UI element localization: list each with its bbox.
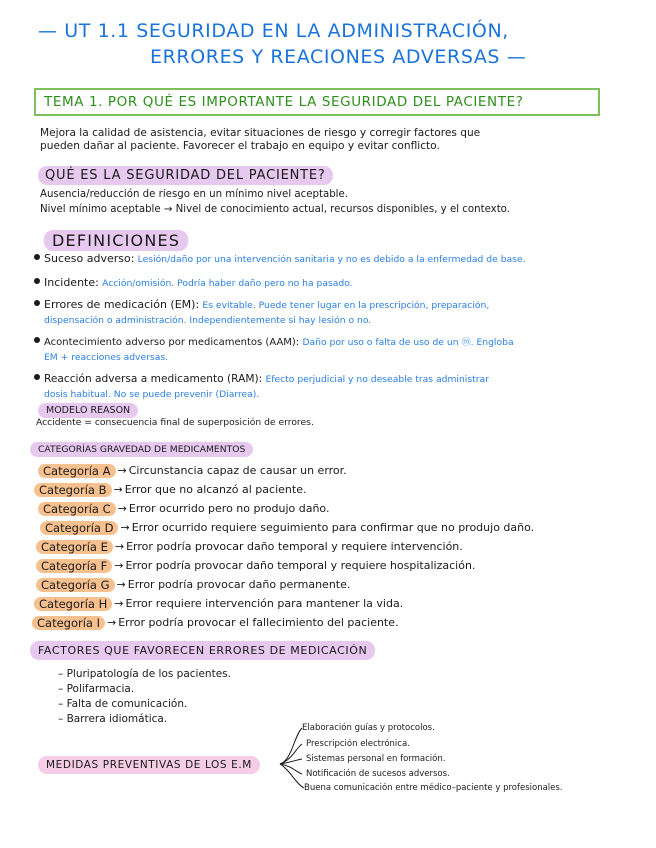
medidas-heading: MEDIDAS PREVENTIVAS DE LOS E.M bbox=[38, 756, 260, 774]
categoria-label: Categoría A bbox=[38, 464, 116, 478]
arrow-icon: → bbox=[117, 502, 127, 515]
categoria-row bbox=[34, 480, 534, 499]
arrow-icon: → bbox=[114, 540, 125, 553]
page-title-line-2: ERRORES Y REACIONES ADVERSAS — bbox=[150, 46, 527, 68]
factores-heading: FACTORES QUE FAVORECEN ERRORES DE MEDICACIÓN bbox=[30, 641, 375, 660]
categoria-label: Categoría B bbox=[34, 483, 112, 497]
definiciones-heading: DEFINICIONES bbox=[44, 230, 188, 251]
categoria-text: Error ocurrido requiere seguimiento para confirmar que no produjo daño. bbox=[131, 521, 535, 534]
arrow-icon: → bbox=[114, 559, 124, 572]
factor-item: – Barrera idiomática. bbox=[58, 713, 168, 725]
bullet-icon bbox=[34, 337, 40, 343]
categoria-label: Categoría F bbox=[36, 559, 112, 573]
intro-line-1: Mejora la calidad de asistencia, evitar situaciones de riesgo y corregir factores que bbox=[40, 127, 481, 139]
intro-line-2: pueden dañar al paciente. Favorecer el trabajo en equipo y evitar conflicto. bbox=[40, 140, 440, 152]
categoria-text: Error podría provocar daño temporal y requiere hospitalización. bbox=[125, 559, 476, 572]
categoria-row bbox=[36, 537, 534, 556]
definition-term: Incidente: bbox=[44, 276, 99, 289]
medida-item: Notificación de sucesos adversos. bbox=[306, 769, 450, 779]
factores-list bbox=[58, 668, 231, 726]
definiciones-list bbox=[34, 252, 650, 401]
medida-item: Buena comunicación entre médico–paciente y profesionales. bbox=[304, 783, 563, 793]
medida-item: Elaboración guías y protocolos. bbox=[302, 723, 435, 733]
categoria-label: Categoría C bbox=[38, 502, 116, 516]
categoria-row bbox=[36, 575, 534, 594]
medida-item: Sistemas personal en formación. bbox=[306, 754, 446, 764]
definition-term: Acontecimiento adverso por medicamentos (AAM): bbox=[44, 337, 300, 348]
bullet-icon bbox=[34, 300, 40, 306]
definition-text: Es evitable. Puede tener lugar en la prescripción, preparación, bbox=[202, 300, 490, 311]
bullet-icon bbox=[34, 374, 40, 380]
definition-text: Lesión/daño por una intervención sanitaria y no es debido a la enfermedad de base. bbox=[137, 254, 526, 265]
tema-heading: TEMA 1. POR QUÉ ES IMPORTANTE LA SEGURIDAD DEL PACIENTE? bbox=[44, 94, 524, 110]
definition-text-continued: dosis habitual. No se puede prevenir (Diarrea). bbox=[44, 389, 260, 400]
categorias-list bbox=[34, 461, 534, 632]
categoria-row bbox=[38, 461, 534, 480]
categoria-text: Circunstancia capaz de causar un error. bbox=[128, 464, 347, 477]
definition-term: Suceso adverso: bbox=[44, 252, 135, 265]
categoria-row bbox=[38, 499, 534, 518]
definition-item bbox=[34, 252, 650, 266]
categoria-text: Error ocurrido pero no produjo daño. bbox=[128, 502, 330, 515]
categoria-text: Error requiere intervención para mantener la vida. bbox=[125, 597, 404, 610]
medida-item: Prescripción electrónica. bbox=[306, 739, 410, 749]
page-title-line-1: — UT 1.1 SEGURIDAD EN LA ADMINISTRACIÓN, bbox=[38, 20, 509, 42]
definition-term: Errores de medicación (EM): bbox=[44, 298, 200, 311]
definition-item bbox=[34, 373, 650, 386]
definition-item bbox=[34, 298, 650, 312]
bullet-icon bbox=[34, 278, 40, 284]
que-es-line-2: Nivel mínimo aceptable → Nivel de conocimiento actual, recursos disponibles, y el contexto. bbox=[40, 204, 510, 215]
categoria-text: Error podría provocar el fallecimiento del paciente. bbox=[118, 616, 399, 629]
categoria-text: Error que no alcanzó al paciente. bbox=[124, 483, 307, 496]
categoria-row bbox=[34, 594, 534, 613]
que-es-line-1: Ausencia/reducción de riesgo en un mínimo nivel aceptable. bbox=[40, 189, 349, 200]
categoria-label: Categoría D bbox=[40, 521, 118, 535]
definition-text: Efecto perjudicial y no deseable tras administrar bbox=[265, 374, 489, 385]
factor-item: – Pluripatología de los pacientes. bbox=[58, 668, 231, 680]
modelo-text: Accidente = consecuencia final de superposición de errores. bbox=[36, 417, 314, 428]
categoria-row bbox=[40, 518, 534, 537]
factor-item: – Falta de comunicación. bbox=[58, 698, 188, 710]
categoria-text: Error podría provocar daño permanente. bbox=[127, 578, 351, 591]
categoria-row bbox=[32, 613, 534, 632]
definition-text: Acción/omisión. Podría haber daño pero no ha pasado. bbox=[102, 278, 353, 289]
categoria-text: Error podría provocar daño temporal y requiere intervención. bbox=[126, 540, 463, 553]
arrow-icon: → bbox=[120, 521, 130, 534]
arrow-icon: → bbox=[117, 464, 127, 477]
definition-text-continued: EM + reacciones adversas. bbox=[44, 352, 169, 363]
categoria-label: Categoría I bbox=[32, 616, 105, 630]
definition-item bbox=[34, 336, 650, 349]
modelo-heading: MODELO REASON bbox=[38, 403, 138, 418]
definition-text-continued: dispensación o administración. Independientemente si hay lesión o no. bbox=[44, 315, 372, 326]
categoria-label: Categoría H bbox=[34, 597, 112, 611]
arrow-icon: → bbox=[114, 597, 124, 610]
categorias-heading: CATEGORÍAS GRAVEDAD DE MEDICAMENTOS bbox=[30, 442, 253, 457]
factor-item: – Polifarmacia. bbox=[58, 683, 135, 695]
categoria-label: Categoría G bbox=[36, 578, 115, 592]
que-es-heading: QUÉ ES LA SEGURIDAD DEL PACIENTE? bbox=[38, 166, 333, 185]
tema-box bbox=[34, 88, 600, 116]
definition-term: Reacción adversa a medicamento (RAM): bbox=[44, 373, 263, 385]
definition-text: Daño por uso o falta de uso de un ⓜ. Engloba bbox=[302, 337, 514, 348]
categoria-row bbox=[36, 556, 534, 575]
definition-item bbox=[34, 276, 650, 290]
arrow-icon: → bbox=[113, 483, 123, 496]
categoria-label: Categoría E bbox=[36, 540, 113, 554]
arrow-icon: → bbox=[116, 578, 126, 591]
arrow-icon: → bbox=[107, 616, 117, 629]
bullet-icon bbox=[34, 254, 40, 260]
